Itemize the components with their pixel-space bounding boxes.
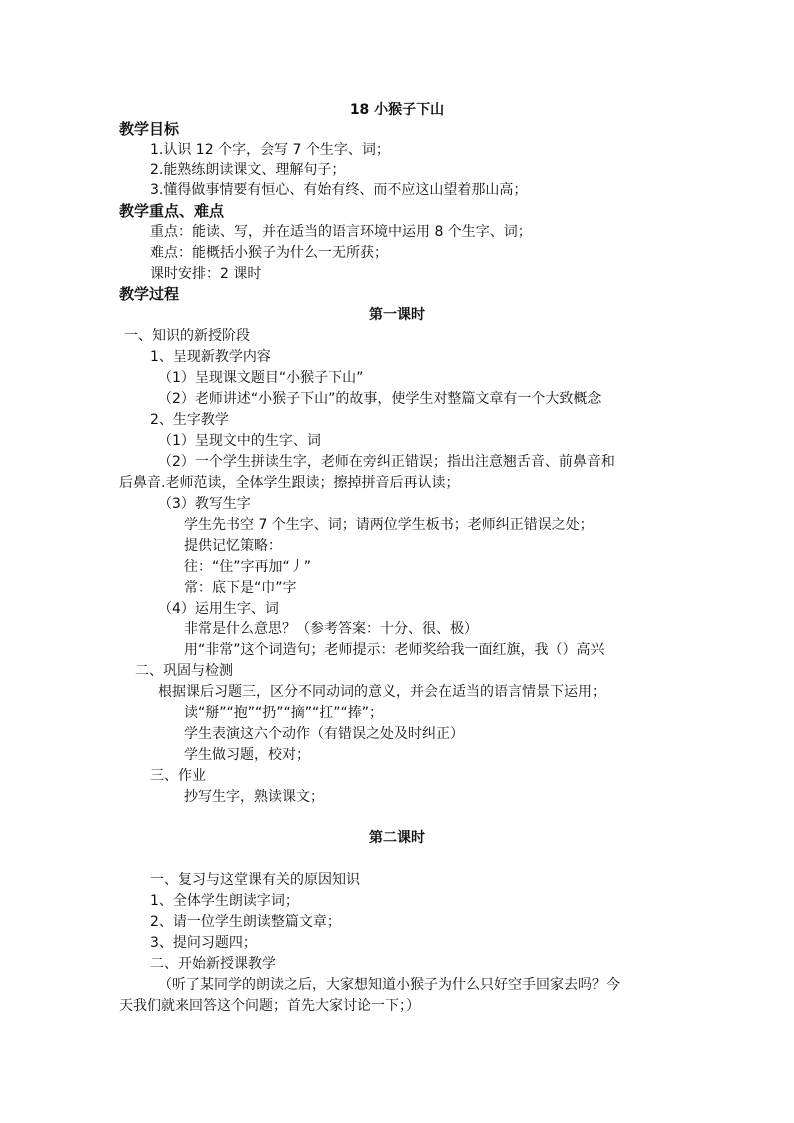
- difficulty-line: 难点：能概括小猴子为什么一无所获；: [150, 245, 388, 261]
- lesson2-heading: 第二课时: [369, 830, 425, 846]
- paragraph-line: （听了某同学的朗读之后，大家想知道小猴子为什么只好空手回家去吗？今: [158, 977, 620, 993]
- detail-line: 根据课后习题三，区分不同动词的意义，并会在适当的语言情景下运用；: [158, 684, 606, 700]
- step-line: （1）呈现文中的生字、词: [158, 433, 321, 449]
- section-heading: 二、巩固与检测: [135, 663, 233, 679]
- detail-line: 用“非常”这个词造句；老师提示：老师奖给我一面红旗，我（）高兴: [184, 642, 605, 658]
- detail-line: 常：底下是“巾”字: [184, 580, 297, 596]
- document-title: 18 小猴子下山: [349, 102, 445, 118]
- detail-line: 提供记忆策略：: [184, 538, 282, 554]
- detail-line: 往：“住”字再加“丿”: [184, 559, 312, 575]
- section-heading: 三、作业: [150, 768, 206, 784]
- subsection-heading: 2、生字教学: [150, 412, 229, 428]
- lesson1-heading: 第一课时: [369, 307, 425, 323]
- section-heading: 一、复习与这堂课有关的原因知识: [150, 872, 360, 888]
- goal-item: 3.懂得做事情要有恒心、有始有终、而不应这山望着那山高；: [150, 182, 528, 198]
- paragraph-line: 天我们就来回答这个问题；首先大家讨论一下；）: [119, 998, 420, 1014]
- step-line: （4）运用生字、词: [158, 601, 279, 617]
- section-heading: 二、开始新授课教学: [150, 956, 276, 972]
- focus-line: 重点：能读、写，并在适当的语言环境中运用 8 个生字、词；: [150, 224, 532, 240]
- step-line: （2）老师讲述“小猴子下山”的故事，使学生对整篇文章有一个大致概念: [158, 391, 602, 407]
- keypoints-heading: 教学重点、难点: [119, 202, 225, 220]
- detail-line: 学生做习题，校对；: [184, 747, 310, 763]
- detail-line: 学生表演这六个动作（有错误之处及时纠正）: [184, 726, 464, 742]
- detail-line: 读“掰”“抱”“扔”“摘”“扛”“捧”；: [184, 705, 384, 721]
- step-line: 3、提问习题四；: [150, 935, 257, 951]
- step-line: （1）呈现课文题目“小猴子下山”: [158, 370, 364, 386]
- goals-heading: 教学目标: [119, 120, 180, 138]
- detail-line: 学生先书空 7 个生字、词；请两位学生板书；老师纠正错误之处；: [184, 517, 594, 533]
- schedule-line: 课时安排：2 课时: [150, 266, 262, 282]
- detail-line: 抄写生字，熟读课文；: [184, 789, 324, 805]
- step-line: 1、全体学生朗读字词；: [150, 893, 299, 909]
- section-heading: 一、知识的新授阶段: [124, 328, 250, 344]
- step-line: （2）一个学生拼读生字，老师在旁纠正错误；指出注意翘舌音、前鼻音和: [158, 454, 615, 470]
- goal-item: 1.认识 12 个字，会写 7 个生字、词；: [150, 142, 390, 158]
- step-line: （3）教写生字: [158, 496, 251, 512]
- step-line: 后鼻音.老师范读，全体学生跟读；擦掉拼音后再认读；: [119, 475, 460, 491]
- process-heading: 教学过程: [119, 285, 180, 303]
- goal-item: 2.能熟练朗读课文、理解句子；: [150, 162, 346, 178]
- subsection-heading: 1、呈现新教学内容: [150, 349, 271, 365]
- detail-line: 非常是什么意思？（参考答案：十分、很、极）: [184, 621, 478, 637]
- step-line: 2、请一位学生朗读整篇文章；: [150, 914, 341, 930]
